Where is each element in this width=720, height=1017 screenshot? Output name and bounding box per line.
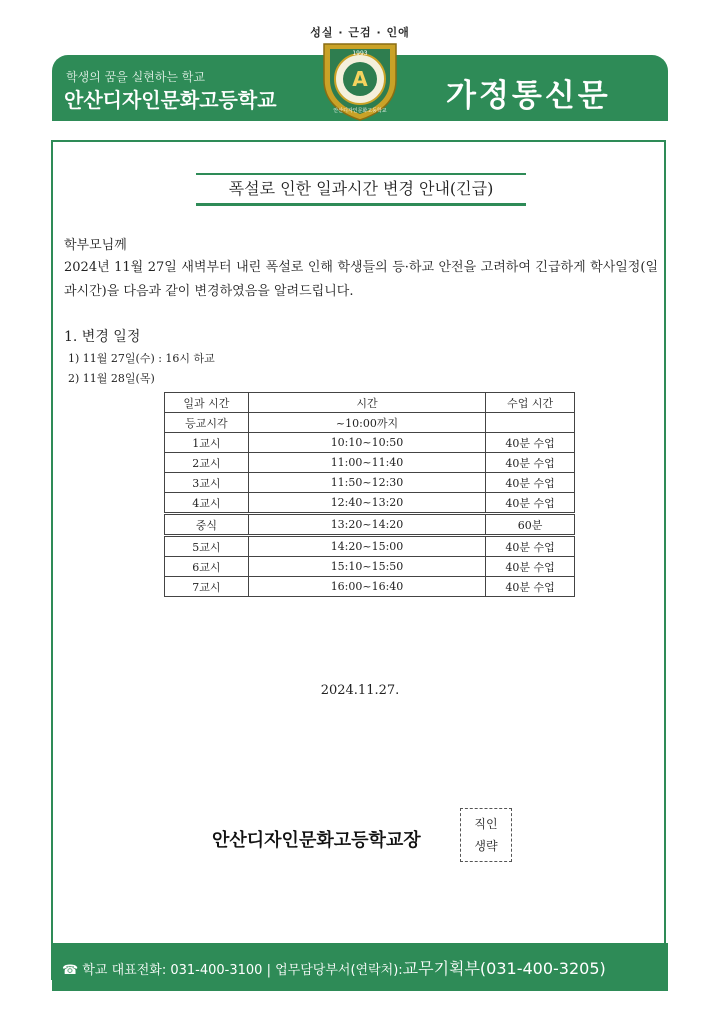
emblem-letter: A bbox=[352, 67, 368, 91]
schedule-item-1: 1) 11월 27일(수) : 16시 하교 bbox=[68, 352, 215, 365]
header-school-name: 안산디자인문화고등학교 bbox=[64, 88, 277, 112]
table-row bbox=[165, 577, 575, 597]
table-cell: 5교시 bbox=[165, 536, 249, 557]
table-cell: 40분 수업 bbox=[486, 473, 575, 493]
notice-title: 폭설로 인한 일과시간 변경 안내(긴급) bbox=[228, 179, 494, 198]
column-header: 일과 시간 bbox=[165, 393, 249, 413]
schedule-table bbox=[164, 392, 575, 597]
table-cell: 등교시각 bbox=[165, 413, 249, 433]
document-type-title: 가정통신문 bbox=[446, 78, 611, 114]
table-cell: 12:40~13:20 bbox=[248, 493, 485, 514]
table-cell: 4교시 bbox=[165, 493, 249, 514]
seal-line-1: 직인 bbox=[474, 817, 498, 831]
table-cell: 13:20~14:20 bbox=[248, 514, 485, 536]
official-seal-box bbox=[460, 808, 512, 862]
issue-date: 2024.11.27. bbox=[320, 683, 400, 698]
table-cell bbox=[486, 413, 575, 433]
table-cell: 2교시 bbox=[165, 453, 249, 473]
table-row bbox=[165, 473, 575, 493]
phone-icon: ☎ bbox=[62, 963, 79, 978]
title-underline-bottom bbox=[196, 203, 526, 206]
table-header-row bbox=[165, 393, 575, 413]
table-cell: 1교시 bbox=[165, 433, 249, 453]
footer-contact bbox=[62, 956, 606, 979]
header-subtitle: 학생의 꿈을 실현하는 학교 bbox=[66, 70, 205, 84]
column-header: 수업 시간 bbox=[486, 393, 575, 413]
seal-line-2: 생략 bbox=[474, 839, 498, 853]
principal-signature: 안산디자인문화고등학교장 bbox=[212, 830, 421, 851]
table-row bbox=[165, 453, 575, 473]
footer-contact-value: 교무기획부(031-400-3205) bbox=[402, 959, 606, 978]
table-row bbox=[165, 536, 575, 557]
greeting: 학부모님께 bbox=[64, 238, 127, 253]
table-row bbox=[165, 493, 575, 514]
table-row bbox=[165, 413, 575, 433]
footer-phone: 학교 대표전화: 031-400-3100 bbox=[82, 963, 263, 978]
table-cell: 60분 bbox=[486, 514, 575, 536]
footer-contact-label: 업무담당부서(연락처): bbox=[275, 963, 403, 978]
table-row bbox=[165, 557, 575, 577]
table-cell: 40분 수업 bbox=[486, 493, 575, 514]
table-cell: 40분 수업 bbox=[486, 577, 575, 597]
table-cell: 14:20~15:00 bbox=[248, 536, 485, 557]
table-row bbox=[165, 433, 575, 453]
table-cell: 40분 수업 bbox=[486, 453, 575, 473]
table-cell: 3교시 bbox=[165, 473, 249, 493]
table-cell: 10:10~10:50 bbox=[248, 433, 485, 453]
section-heading: 1. 변경 일정 bbox=[64, 329, 141, 345]
school-motto: 성실 · 근검 · 인애 bbox=[310, 26, 410, 39]
table-cell: 40분 수업 bbox=[486, 433, 575, 453]
table-cell: 40분 수업 bbox=[486, 536, 575, 557]
table-row-lunch bbox=[165, 514, 575, 536]
emblem-school-name: 안산디자인문화고등학교 bbox=[333, 108, 387, 114]
notice-body: 2024년 11월 27일 새벽부터 내린 폭설로 인해 학생들의 등·하교 안전을 고려하여 긴급하게 학사일정(일과시간)을 다음과 같이 변경하였음을 알려드립니다. bbox=[64, 260, 658, 299]
table-cell: 16:00~16:40 bbox=[248, 577, 485, 597]
title-underline-top bbox=[196, 173, 526, 175]
table-cell: 40분 수업 bbox=[486, 557, 575, 577]
table-cell: 11:50~12:30 bbox=[248, 473, 485, 493]
school-emblem-icon bbox=[318, 36, 402, 122]
table-cell: 7교시 bbox=[165, 577, 249, 597]
emblem-year: 1993 bbox=[352, 50, 368, 57]
table-cell: 6교시 bbox=[165, 557, 249, 577]
table-cell: 15:10~15:50 bbox=[248, 557, 485, 577]
table-cell: 11:00~11:40 bbox=[248, 453, 485, 473]
schedule-item-2: 2) 11월 28일(목) bbox=[68, 372, 155, 385]
table-cell: ~10:00까지 bbox=[248, 413, 485, 433]
column-header: 시간 bbox=[248, 393, 485, 413]
footer-separator: | bbox=[266, 963, 271, 978]
table-cell: 중식 bbox=[165, 514, 249, 536]
